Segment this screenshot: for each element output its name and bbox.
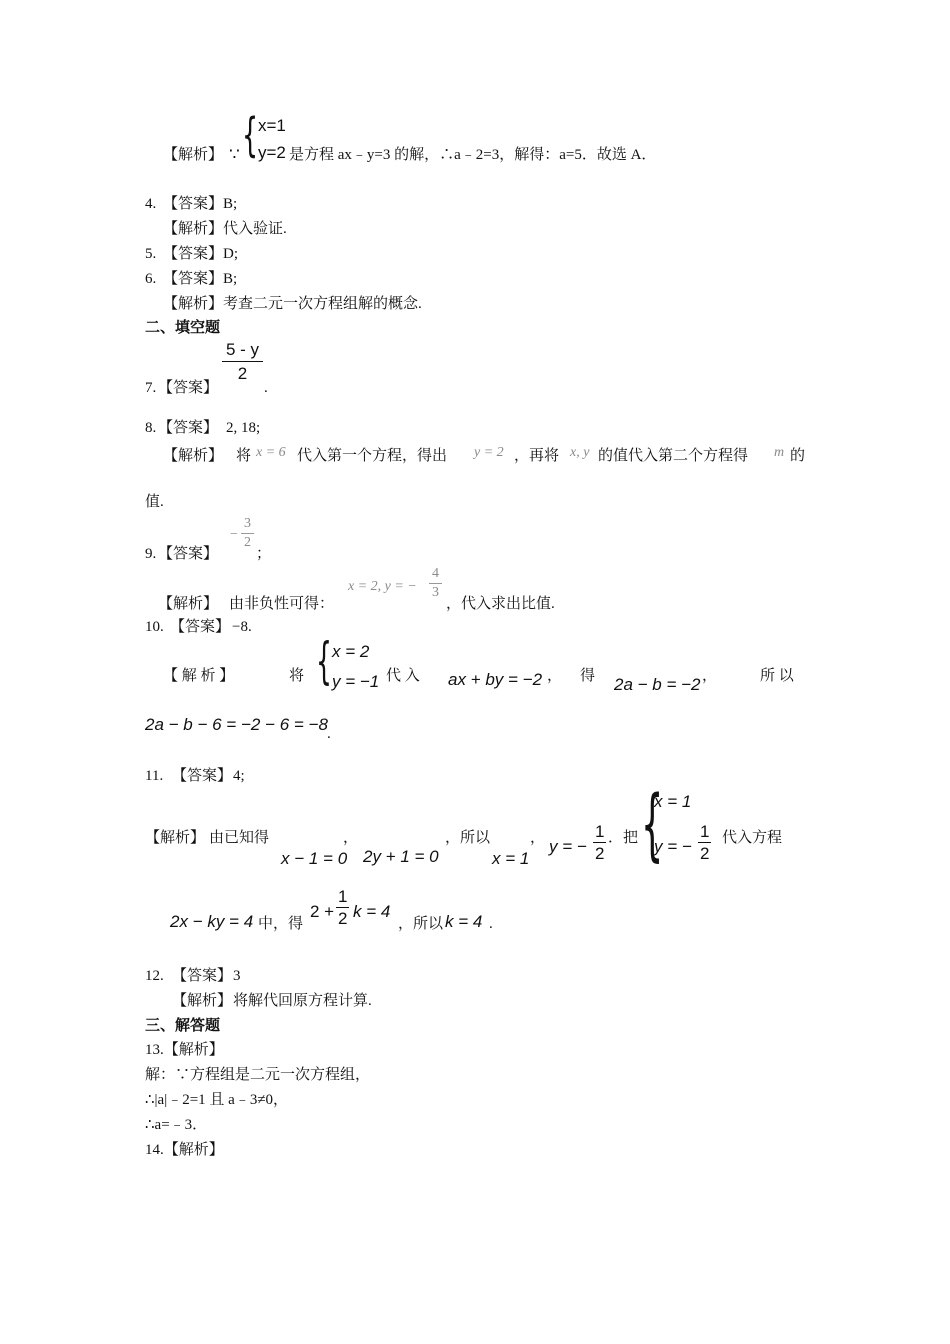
comma: ， [702, 668, 718, 684]
system-brace: { [316, 632, 332, 690]
solution-line: ∴|a|﹣2=1 且 a﹣3≠0， [145, 1092, 289, 1108]
math-expression: x = 2, y = − [348, 579, 417, 594]
question-number: 4. [145, 196, 157, 212]
system-eq2: y = − [654, 837, 692, 856]
math-m: m [774, 445, 785, 460]
explanation-label: 【 解 析 】 [163, 668, 235, 684]
explanation-text: 由非负性可得： [229, 596, 335, 612]
math-x-eq-6: x = 6 [256, 445, 286, 460]
explanation-text: 考查二元一次方程组解的概念. [223, 296, 422, 312]
answer-label: 【答案】 [158, 546, 219, 562]
system-eq1: x = 2 [332, 642, 370, 661]
question-number: 10. [145, 619, 164, 635]
equation-fraction [593, 823, 606, 862]
explanation-text: 代 入 [386, 668, 420, 684]
fraction-denominator: 2 [338, 909, 348, 928]
answer-value: −8. [232, 619, 252, 635]
answer-label: 【答案】 [172, 768, 233, 784]
answer-fraction [241, 517, 254, 550]
answer-value: B; [223, 271, 238, 287]
fraction-denominator: 2 [244, 535, 251, 550]
answer-label: 【答案】 [158, 380, 219, 396]
answer-label: 【答案】 [170, 619, 231, 635]
equation: k = 4 [445, 912, 483, 931]
answer-value: D; [223, 246, 238, 262]
answer-value: 3 [233, 968, 241, 984]
question-number: 8. [145, 420, 157, 436]
fraction-denominator: 2 [237, 364, 248, 383]
explanation-text: 的值代入第二个方程得 [598, 448, 749, 464]
explanation-label: 【解析】 [172, 993, 233, 1009]
fraction-numerator: 4 [432, 566, 439, 581]
explanation-text: ．把 [608, 830, 639, 846]
explanation-label: 【解析】 [163, 221, 224, 237]
system-eq1: x = 1 [654, 792, 692, 811]
comma: ， [530, 830, 546, 846]
explanation-text: 代入第一个方程，得出 [297, 448, 448, 464]
explanation-text: ，所以 [398, 916, 444, 932]
comma: ， [547, 668, 563, 684]
explanation-label: 【解析】 [163, 296, 224, 312]
solution-line: ∴a=﹣3． [145, 1117, 208, 1133]
equation: k = 4 [353, 902, 391, 921]
period: . [264, 380, 268, 396]
system-eq2: y = −1 [332, 672, 380, 691]
fraction-denominator: 2 [700, 844, 710, 863]
equation: ax + by = −2 [448, 670, 543, 689]
fraction-numerator: 1 [700, 822, 710, 841]
explanation-text: 将 [289, 668, 305, 684]
minus-sign: − [230, 527, 238, 542]
fraction-denominator: 3 [432, 585, 439, 600]
system-eq1: x=1 [258, 116, 286, 135]
explanation-text: 将 [236, 448, 252, 464]
explanation-label: 【解析】 [163, 147, 224, 163]
answer-label: 【答案】 [163, 246, 224, 262]
math-x-y: x, y [570, 445, 590, 460]
fraction-numerator: 5 - y [226, 340, 260, 359]
question-number: 9. [145, 546, 157, 562]
equation: x = 1 [492, 849, 530, 868]
answer-label: 【答案】 [172, 968, 233, 984]
answer-label: 【答案】 [158, 420, 219, 436]
equation: 2x − ky = 4 [170, 912, 254, 931]
period: . [327, 726, 331, 742]
equation: 2a − b − 6 = −2 − 6 = −8 [145, 715, 328, 734]
explanation-text: 得 [580, 668, 596, 684]
explanation-text: 的 [790, 448, 806, 464]
explanation-text: 代入方程 [722, 830, 783, 846]
question-number: 6. [145, 271, 157, 287]
explanation-label: 【解析】 [163, 448, 224, 464]
system-fraction [698, 823, 711, 862]
question-number: 5. [145, 246, 157, 262]
equation: x − 1 = 0 [281, 849, 348, 868]
semicolon: ； [256, 546, 272, 562]
answer-fraction [222, 341, 263, 382]
explanation-text: 中，得 [258, 916, 304, 932]
system-brace: { [641, 780, 664, 870]
question-number: 11. [145, 768, 164, 784]
because-symbol: ∵ [229, 145, 240, 164]
fraction-denominator: 2 [595, 844, 605, 863]
question-heading: 13.【解析】 [145, 1042, 224, 1058]
answer-value: 2, 18; [226, 420, 261, 436]
explanation-label: 【解析】 [145, 830, 206, 846]
equation: 2a − b = −2 [614, 675, 701, 694]
question-number: 12. [145, 968, 164, 984]
answer-label: 【答案】 [163, 196, 224, 212]
section-heading-solutions: 三、解答题 [145, 1018, 221, 1034]
equation: 2y + 1 = 0 [363, 847, 439, 866]
fraction-numerator: 1 [338, 887, 348, 906]
system-brace: { [242, 108, 259, 162]
question-heading: 14.【解析】 [145, 1142, 224, 1158]
explanation-text: 所 以 [760, 668, 794, 684]
fraction-numerator: 1 [595, 822, 605, 841]
equation-fraction [336, 888, 349, 927]
explanation-text: ，所以 [445, 830, 491, 846]
section-heading-fill-in: 二、填空题 [145, 320, 221, 336]
answer-value: 4; [233, 768, 245, 784]
answer-value: B; [223, 196, 238, 212]
comma: ， [343, 830, 359, 846]
q3-text: 是方程 ax﹣y=3 的解，∴a﹣2=3，解得：a=5．故选 A． [289, 147, 657, 163]
fraction-numerator: 3 [244, 516, 251, 531]
equation: y = − [549, 837, 587, 856]
explanation-text: ，再将 [514, 448, 560, 464]
explanation-label: 【解析】 [158, 596, 219, 612]
period: . [489, 916, 493, 932]
explanation-text: 值. [145, 494, 164, 510]
explanation-text: 将解代回原方程计算. [233, 993, 372, 1009]
system-eq2: y=2 [258, 143, 286, 162]
explanation-text: 由已知得 [209, 830, 270, 846]
question-number: 7. [145, 380, 157, 396]
explanation-text: ，代入求出比值. [446, 596, 555, 612]
explanation-text: 代入验证. [223, 221, 287, 237]
math-y-eq-2: y = 2 [474, 445, 504, 460]
equation: 2 + [310, 902, 335, 921]
math-fraction [429, 567, 442, 600]
answer-label: 【答案】 [163, 271, 224, 287]
solution-line: 解：∵方程组是二元一次方程组， [145, 1067, 371, 1083]
